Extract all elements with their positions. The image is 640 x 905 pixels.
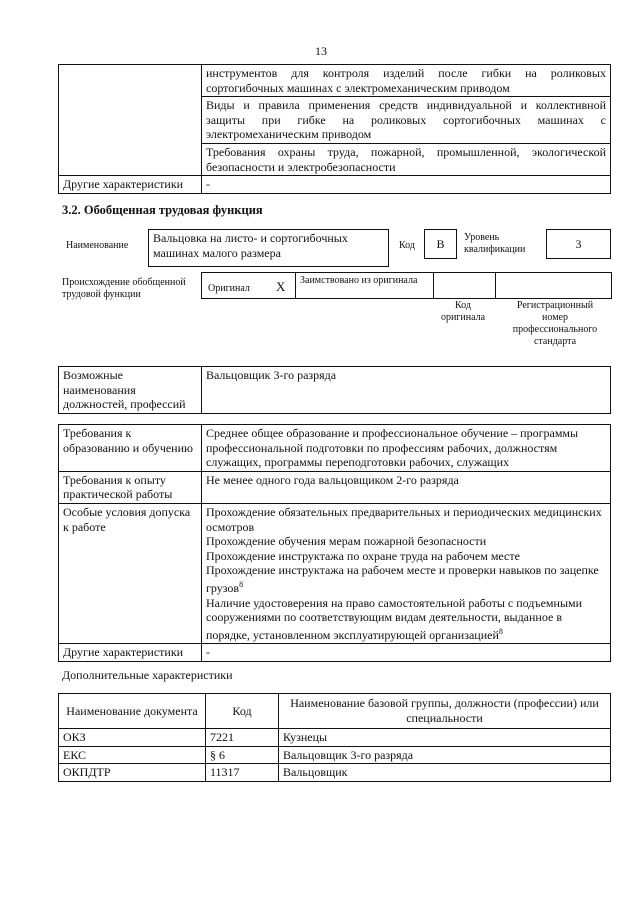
table-cell: Вальцовщик 3-го разряда [279, 746, 611, 764]
admission-line: Прохождение обязательных предварительных и периодических медицинских осмотров [206, 504, 602, 534]
admission-line: Прохождение инструктажа по охране труда на рабочем месте [206, 548, 520, 563]
table-cell: инструментов для контроля изделий после гибки на роликовых сортогибочных машинах с электромеханическим приводом [202, 65, 611, 97]
empty-cell [59, 65, 202, 176]
table-row [59, 764, 611, 782]
borrowed-label: Заимствовано из оригинала [300, 275, 418, 286]
footnote-mark: 8 [239, 579, 244, 589]
other-label: Другие характеристики [59, 644, 202, 662]
level-label: Уровень квалификации [464, 232, 526, 255]
positions-value: Вальцовщик 3-го разряда [202, 367, 611, 414]
admission-line-text: Наличие удостоверения на право самостоятельной работы с подъемными сооружениями по соответствующим видам деятельности, выданное в порядке, установленном эксплуатирующей организацией [206, 595, 583, 642]
table-cell: 11317 [206, 764, 279, 782]
table-cell: ОКПДТР [59, 764, 206, 782]
divider [433, 272, 434, 299]
experience-label: Требования к опыту практической работы [59, 471, 202, 503]
other-value: - [202, 644, 611, 662]
top-table [58, 64, 611, 194]
header-cell: Код [206, 694, 279, 729]
table-cell: Вальцовщик [279, 764, 611, 782]
admission-line [206, 596, 606, 643]
admission-label: Особые условия допуска к работе [59, 503, 202, 643]
table-row [59, 746, 611, 764]
table-cell: ЕКС [59, 746, 206, 764]
section-title: 3.2. Обобщенная трудовая функция [62, 203, 263, 217]
table-row [59, 176, 611, 194]
table-cell: Кузнецы [279, 729, 611, 747]
table-row [59, 644, 611, 662]
table-cell: § 6 [206, 746, 279, 764]
page-number: 13 [315, 44, 327, 58]
origin-label: Происхождение обобщенной трудовой функции [62, 277, 186, 300]
table-cell: 7221 [206, 729, 279, 747]
code-value: B [424, 229, 457, 259]
divider [495, 272, 496, 299]
table-row [59, 65, 611, 97]
education-value: Среднее общее образование и профессиональное обучение – программы профессиональной подготовки по профессиям рабочих, должностям служащих, программы переподготовки рабочих, служащих [202, 425, 611, 472]
level-value: 3 [546, 229, 611, 259]
table-header-row [59, 694, 611, 729]
registration-number-caption: Регистрационный номер профессионального стандарта [512, 300, 598, 347]
table-row [59, 729, 611, 747]
education-label: Требования к образованию и обучению [59, 425, 202, 472]
positions-table [58, 366, 611, 414]
code-original-caption: Код оригинала [440, 300, 486, 323]
table-row [59, 425, 611, 472]
other-characteristics-label: Другие характеристики [59, 176, 202, 194]
original-mark: X [276, 279, 286, 294]
additional-title: Дополнительные характеристики [62, 668, 233, 682]
table-row [59, 503, 611, 643]
table-cell: Требования охраны труда, пожарной, промышленной, экологической безопасности и электробезопасности [202, 143, 611, 175]
experience-value: Не менее одного года вальцовщиком 2-го разряда [202, 471, 611, 503]
footnote-mark: 8 [498, 626, 503, 636]
header-cell: Наименование базовой группы, должности (профессии) или специальности [279, 694, 611, 729]
table-cell: Виды и правила применения средств индивидуальной и коллективной защиты при гибке на роликовых сортогибочных машинах с электромеханическим приводом [202, 97, 611, 144]
divider [295, 272, 296, 299]
original-label: Оригинал [208, 283, 250, 294]
admission-value [202, 503, 611, 643]
name-label: Наименование [66, 240, 129, 251]
admission-line-text: Прохождение инструктажа на рабочем месте и проверки навыков по зацепке грузов [206, 563, 599, 595]
table-row [59, 471, 611, 503]
admission-line [206, 563, 606, 595]
other-characteristics-value: - [202, 176, 611, 194]
admission-line: Прохождение обучения мерам пожарной безопасности [206, 534, 487, 549]
table-cell: ОКЗ [59, 729, 206, 747]
header-cell: Наименование документа [59, 694, 206, 729]
name-value: Вальцовка на листо- и сортогибочных машинах малого размера [148, 229, 389, 267]
additional-table [58, 693, 611, 782]
positions-label: Возможные наименования должностей, профессий [59, 367, 202, 414]
code-label: Код [399, 240, 415, 251]
table-row [59, 367, 611, 414]
requirements-table [58, 424, 611, 662]
